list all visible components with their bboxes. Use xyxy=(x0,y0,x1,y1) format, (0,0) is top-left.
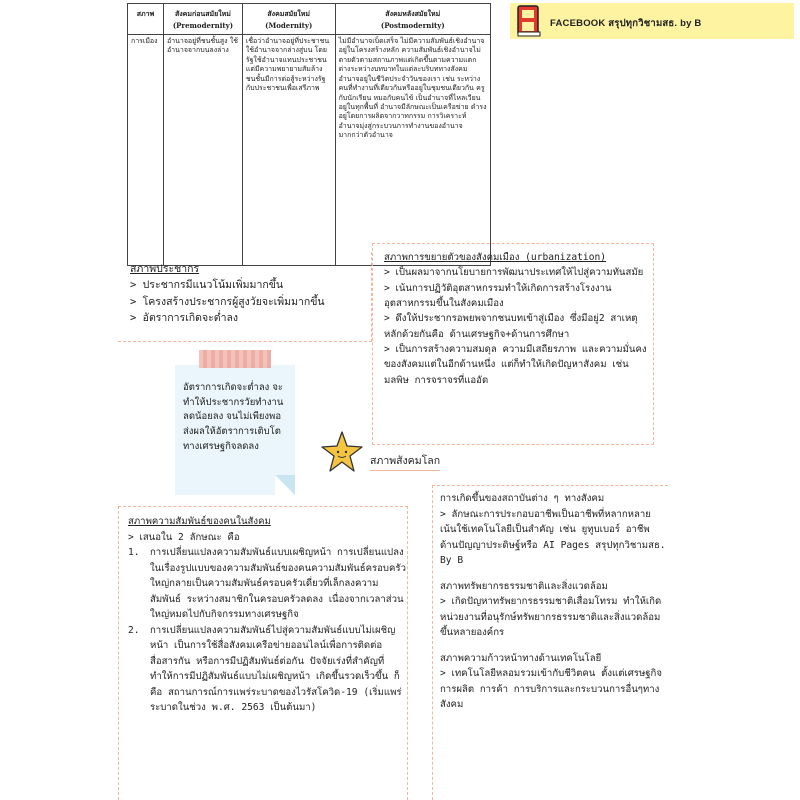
brand-label: FACEBOOK สรุปทุกวิชามสธ. by B xyxy=(550,18,702,29)
header-modern: สังคมสมัยใหม่ (Modernity) xyxy=(242,4,335,35)
center-title: สภาพสังคมโลก xyxy=(370,452,440,471)
book-logo-icon xyxy=(514,4,546,38)
header-postmodern: สังคมหลังสมัยใหม่ (Postmodernity) xyxy=(335,4,490,35)
urbanization-item: > เป็นผลมาจากนโยบายการพัฒนาประเทศให้ไปสู่ความทันสมัย xyxy=(384,267,644,279)
urbanization-title: สภาพการขยายตัวของสังคมเมือง (urbanization) xyxy=(384,252,607,263)
population-title: สภาพประชากร xyxy=(130,263,200,275)
relations-section xyxy=(128,514,406,716)
note-fold xyxy=(275,475,295,495)
technology-title: สภาพความก้าวหน้าทางด้านเทคโนโลยี xyxy=(440,652,602,664)
institutions-text: > ลักษณะการประกอบอาชีพเป็นอาชีพที่หลากหลาย เน้นใช้เทคโนโลยีเป็นสำคัญ เช่น ยูทูบเบอร์ อาชีพด้านปัญญาประดิษฐ์หรือ AI Pages สรุปทุกวิชามสธ. By B xyxy=(440,508,666,567)
sticky-note-text: อัตราการเกิดจะต่ำลง จะทำให้ประชากรวัยทำงานลดน้อยลง จนไม่เพียงพอ ส่งผลให้อัตราการเติบโตทางเศรษฐกิจลดลง xyxy=(183,382,284,452)
relations-item-text: การเปลี่ยนแปลงความสัมพันธ์แบบเผชิญหน้า การเปลี่ยนแปลงในเรื่องรูปแบบของความสัมพันธ์ของคนความสัมพันธ์ครอบครัวใหญ่กลายเป็นความสัมพันธ์ครอบครัวเดี่ยวที่เล็กลงความสัมพันธ์ ระหว่างสมาชิกในครอบครัวลดลง เนื่องจากเวลาส่วนใหญ่หมดไปกับกิจกรรมทางเศรษฐกิจ xyxy=(150,547,406,621)
institutions-title: การเกิดขึ้นของสถาบันต่าง ๆ ทางสังคม xyxy=(440,493,605,504)
brand-banner[interactable] xyxy=(510,3,794,39)
urbanization-section xyxy=(384,250,650,388)
urbanization-item: > เป็นการสร้างความสมดุล ความมีเสถียรภาพ และความมั่นคงของสังคมแต่ในอีกด้านหนึ่ง แต่ก็ทำให้เกิดปัญหาสังคม เช่นมลพิษ การจราจรที่แออัด xyxy=(384,344,647,386)
cell-premodern: อำนาจอยู่ที่ชนชั้นสูง ใช้อำนาจจากบนลงล่าง xyxy=(163,34,242,265)
population-item: > โครงสร้างประชากรผู้สูงวัยจะเพิ่มมากขึ้น xyxy=(130,295,325,308)
environment-text: > เกิดปัญหาทรัพยากรธรรมชาติเสื่อมโทรม ทำให้เกิดหน่วยงานที่อนุรักษ์ทรัพยากรธรรมชาติและสิ่งแวดล้อมขึ้นหลายองค์กร xyxy=(440,596,662,639)
relations-item-num: 2. xyxy=(128,624,140,636)
table-header-row xyxy=(128,4,491,35)
relations-item xyxy=(128,545,406,623)
urbanization-item: > เน้นการปฏิวัติอุตสาหกรรมทำให้เกิดการสร้างโรงงานอุตสาหกรรมขึ้นในสังคมเมือง xyxy=(384,282,612,310)
technology-text: > เทคโนโลยีหลอมรวมเข้ากับชีวิตคน ตั้งแต่เศรษฐกิจ การผลิต การค้า การบริการและกระบวนการอื่นๆทางสังคม xyxy=(440,668,662,711)
tape-strip xyxy=(199,350,271,368)
population-section xyxy=(130,261,325,326)
relations-item-num: 1. xyxy=(128,547,140,559)
header-aspect: สภาพ xyxy=(128,4,164,35)
relations-item-text: การเปลี่ยนแปลงความสัมพันธ์ไปสู่ความสัมพันธ์แบบไม่เผชิญหน้า เป็นการใช้สื่อสังคมเครือข่ายออนไลน์เพื่อการติดต่อสื่อสารกัน หรือการมีปฏิสัมพันธ์ต่อกัน ปัจจัยเร่งที่สำคัญที่ทำให้การมีปฏิสัมพันธ์แบบไม่เผชิญหน้า เกิดขึ้นรวดเร็วขึ้น ก็คือ สถานการณ์การแพร่ระบาดของไวรัสโควิด-19 (เริ่มแพร่ระบาดในช่วง พ.ศ. 2563 เป็นต้นมา) xyxy=(150,624,402,714)
right-sections xyxy=(440,491,666,713)
population-item: > ประชากรมีแนวโน้มเพิ่มมากขึ้น xyxy=(130,279,284,292)
comparison-table xyxy=(127,3,491,266)
cell-modern: เชื่อว่าอำนาจอยู่ที่ประชาชนใช้อำนาจจากล่างสู่บน โดยรัฐใช้อำนาจแทนประชาชนแต่มีความพยายามสัมล้างชนชั้นมีการต่อสู้ระหว่างรัฐกับประชาชนเพื่อเสรีภาพ xyxy=(242,34,335,265)
relations-intro: > เสนอใน 2 ลักษณะ คือ xyxy=(128,531,240,543)
relations-title: สภาพความสัมพันธ์ของคนในสังคม xyxy=(128,516,271,527)
table-row xyxy=(128,34,491,265)
environment-title: สภาพทรัพยากรธรรมชาติและสิ่งแวดล้อม xyxy=(440,580,608,592)
header-premodern: สังคมก่อนสมัยใหม่ (Premodernity) xyxy=(163,4,242,35)
cell-postmodern: ไม่มีอำนาจเบ็ดเสร็จ ไม่มีความสัมพันธ์เชิงอำนาจอยู่ในโครงสร้างหลัก ความสัมพันธ์เชิงอำนาจไม่ตายตัวตามสถานภาพแต่เกิดขึ้นตามความแตกต่างระหว่างบทบาทในแต่ละบริบททางสังคม อำนาจอยู่ในชีวิตประจำวันของเรา เช่น ระหว่างคนที่ทำงานที่เดียวกันหรืออยู่ในชุมชนเดียวกัน ครูกับนักเรียน หมอกับคนไข้ เป็นอำนาจที่ไหลเวียนอยู่ในทุกพื้นที่ อำนาจมีลักษณะเป็นเครือข่าย ดำรงอยู่โดยการผลิตจากวาทกรรม การวิเคราะห์อำนาจมุ่งสู่กระบวนการทำงานของอำนาจมากกว่าตัวอำนาจ xyxy=(335,34,490,265)
population-item: > อัตราการเกิดจะต่ำลง xyxy=(130,311,239,324)
cell-aspect: การเมือง xyxy=(128,34,164,265)
star-icon xyxy=(320,430,364,474)
urbanization-item: > ดึงให้ประชากรอพยพจากชนบทเข้าสู่เมือง ซึ่งมีอยู่2 สาเหตุหลักด้วยกันคือ ด้านเศรษฐกิจ+ด้านการศึกษา xyxy=(384,313,638,340)
relations-item xyxy=(128,623,406,716)
